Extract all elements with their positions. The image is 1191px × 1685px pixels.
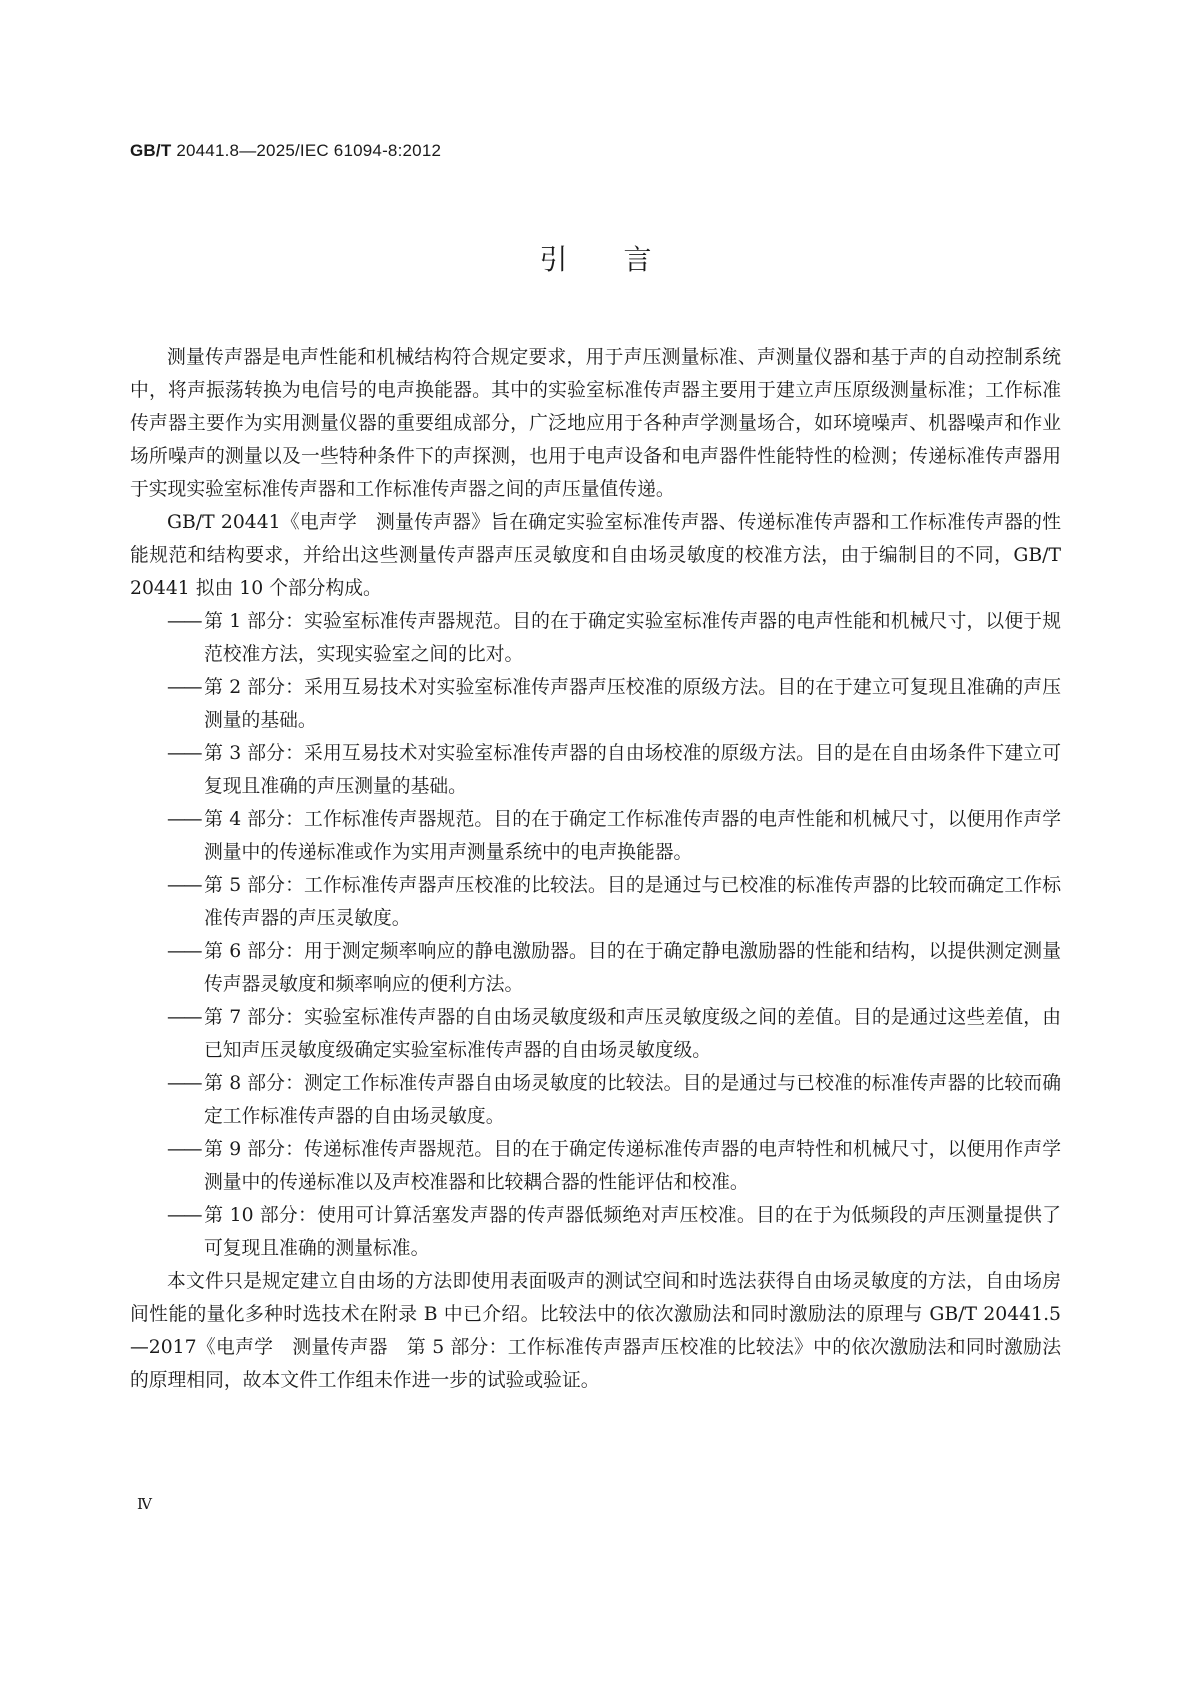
list-item (130, 671, 1061, 737)
list-item (130, 1133, 1061, 1199)
standard-code (130, 141, 441, 161)
intro-paragraph-2: GB/T 20441《电声学 测量传声器》旨在确定实验室标准传声器、传递标准传声器和工作标准传声器的性能规范和结构要求，并给出这些测量传声器声压灵敏度和自由场灵敏度的校准方法，由于编制目的不同，GB/T 20441 拟由 10 个部分构成。 (130, 512, 1061, 599)
list-dash: —— (167, 1205, 201, 1226)
list-item (130, 605, 1061, 671)
list-item-text: 第 1 部分：实验室标准传声器规范。目的在于确定实验室标准传声器的电声性能和机械尺寸，以便于规范校准方法，实现实验室之间的比对。 (204, 611, 1061, 665)
list-item-text: 第 4 部分：工作标准传声器规范。目的在于确定工作标准传声器的电声性能和机械尺寸，以便用作声学测量中的传递标准或作为实用声测量系统中的电声换能器。 (204, 809, 1061, 863)
list-dash: —— (167, 677, 201, 698)
list-item-text: 第 5 部分：工作标准传声器声压校准的比较法。目的是通过与已校准的标准传声器的比较而确定工作标准传声器的声压灵敏度。 (204, 875, 1061, 929)
list-item-text: 第 7 部分：实验室标准传声器的自由场灵敏度级和声压灵敏度级之间的差值。目的是通过这些差值，由已知声压灵敏度级确定实验室标准传声器的自由场灵敏度级。 (204, 1007, 1061, 1061)
list-dash: —— (167, 1073, 201, 1094)
closing-paragraph: 本文件只是规定建立自由场的方法即使用表面吸声的测试空间和时选法获得自由场灵敏度的方法，自由场房间性能的量化多种时选技术在附录 B 中已介绍。比较法中的依次激励法和同时激励法的原理与 GB/T 20441.5—2017《电声学 测量传声器 第 5 部分：工作标准传声器声压校准的比较法》中的依次激励法和同时激励法的原理相同，故本文件工作组未作进一步的试验或验证。 (130, 1271, 1061, 1391)
parts-list (130, 605, 1061, 1265)
standard-code-rest: 20441.8—2025/IEC 61094-8:2012 (171, 141, 442, 160)
page-number: Ⅳ (137, 1495, 152, 1513)
list-item-text: 第 8 部分：测定工作标准传声器自由场灵敏度的比较法。目的是通过与已校准的标准传声器的比较而确定工作标准传声器的自由场灵敏度。 (204, 1073, 1061, 1127)
list-item (130, 1199, 1061, 1265)
list-item-text: 第 10 部分：使用可计算活塞发声器的传声器低频绝对声压校准。目的在于为低频段的声压测量提供了可复现且准确的测量标准。 (204, 1205, 1061, 1259)
list-dash: —— (167, 611, 201, 632)
list-item-text: 第 2 部分：采用互易技术对实验室标准传声器声压校准的原级方法。目的在于建立可复现且准确的声压测量的基础。 (204, 677, 1061, 731)
list-item-text: 第 3 部分：采用互易技术对实验室标准传声器的自由场校准的原级方法。目的是在自由场条件下建立可复现且准确的声压测量的基础。 (204, 743, 1061, 797)
list-dash: —— (167, 809, 201, 830)
page-title: 引言 (539, 243, 708, 276)
list-item-text: 第 9 部分：传递标准传声器规范。目的在于确定传递标准传声器的电声特性和机械尺寸，以便用作声学测量中的传递标准以及声校准器和比较耦合器的性能评估和校准。 (204, 1139, 1061, 1193)
list-item (130, 1001, 1061, 1067)
intro-paragraph-1: 测量传声器是电声性能和机械结构符合规定要求，用于声压测量标准、声测量仪器和基于声的自动控制系统中，将声振荡转换为电信号的电声换能器。其中的实验室标准传声器主要用于建立声压原级测量标准；工作标准传声器主要作为实用测量仪器的重要组成部分，广泛地应用于各种声学测量场合，如环境噪声、机器噪声和作业场所噪声的测量以及一些特种条件下的声探测，也用于电声设备和电声器件性能特性的检测；传递标准传声器用于实现实验室标准传声器和工作标准传声器之间的声压量值传递。 (130, 347, 1061, 500)
list-dash: —— (167, 743, 201, 764)
list-item (130, 1067, 1061, 1133)
standard-code-prefix: GB/T (130, 141, 172, 160)
list-dash: —— (167, 941, 201, 962)
list-item (130, 935, 1061, 1001)
list-item-text: 第 6 部分：用于测定频率响应的静电激励器。目的在于确定静电激励器的性能和结构，以提供测定测量传声器灵敏度和频率响应的便利方法。 (204, 941, 1061, 995)
body-content (130, 341, 1061, 1397)
list-item (130, 803, 1061, 869)
list-dash: —— (167, 875, 201, 896)
list-item (130, 869, 1061, 935)
list-dash: —— (167, 1007, 201, 1028)
list-dash: —— (167, 1139, 201, 1160)
list-item (130, 737, 1061, 803)
